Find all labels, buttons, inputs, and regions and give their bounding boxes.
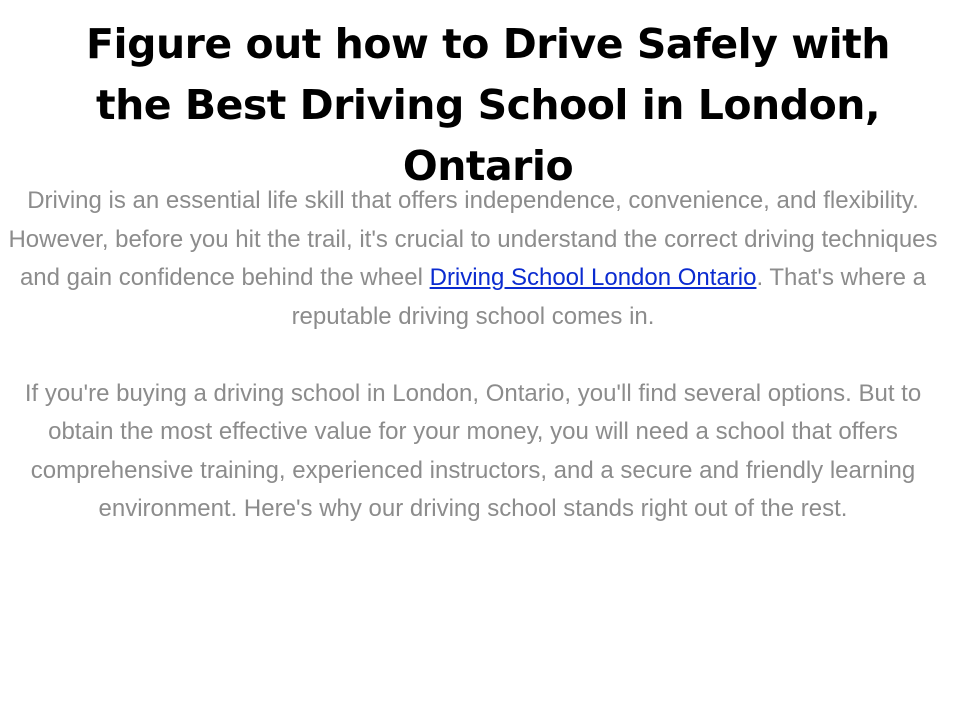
paragraph-options: If you're buying a driving school in London, Ontario, you'll find several options. But to obtain the most effective value for your money, you will need a school that offers comprehensive training, experienced instructors, and a secure and friendly learning environment. Here's why our driving school stands right out of the rest.: [24, 379, 922, 522]
slide-body: [8, 182, 938, 529]
paragraph-intro-text-after: . That's where a reputable driving school comes in.: [291, 264, 927, 330]
paragraph-intro-text-before: Driving is an essential life skill that offers independence, convenience, and flexibility. However, before you hit the trail, it's crucial to understand the correct driving techniques and gain confidence behind the wheel: [8, 187, 938, 291]
slide-title: Figure out how to Drive Safely with the Best Driving School in London, Ontario: [86, 20, 890, 190]
paragraph-intro: [8, 182, 938, 336]
driving-school-link[interactable]: Driving School London Ontario: [429, 264, 757, 291]
